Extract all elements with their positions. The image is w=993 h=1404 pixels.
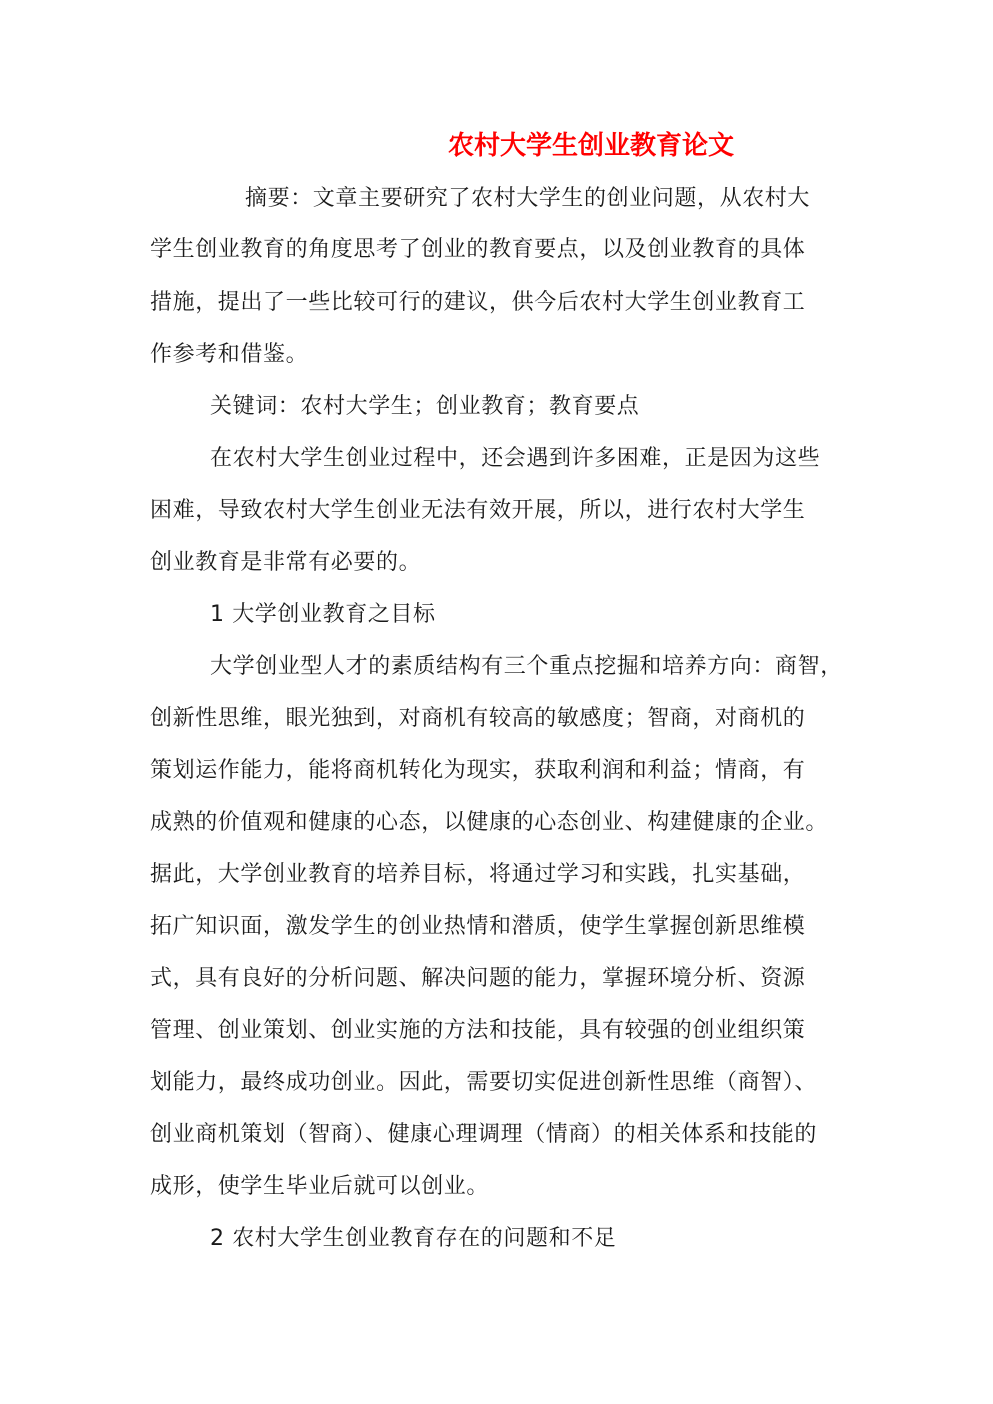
intro-line-2: 困难，导致农村大学生创业无法有效开展，所以，进行农村大学生 xyxy=(150,498,806,523)
section-1-line-5: 据此，大学创业教育的培养目标，将通过学习和实践，扎实基础， xyxy=(150,862,806,887)
section-1-line-8: 管理、创业策划、创业实施的方法和技能，具有较强的创业组织策 xyxy=(150,1018,806,1043)
abstract-line-1: 摘要：文章主要研究了农村大学生的创业问题，从农村大 xyxy=(245,186,811,211)
section-1-line-2: 创新性思维，眼光独到，对商机有较高的敏感度；智商，对商机的 xyxy=(150,706,806,731)
section-1-line-7: 式，具有良好的分析问题、解决问题的能力，掌握环境分析、资源 xyxy=(150,966,806,991)
section-1-line-9: 划能力，最终成功创业。因此，需要切实促进创新性思维（商智）、 xyxy=(150,1070,818,1095)
intro-line-3: 创业教育是非常有必要的。 xyxy=(150,550,422,575)
keywords-line: 关键词：农村大学生；创业教育；教育要点 xyxy=(210,394,640,419)
section-2-heading: 2 农村大学生创业教育存在的问题和不足 xyxy=(210,1226,617,1251)
section-1-line-11: 成形，使学生毕业后就可以创业。 xyxy=(150,1174,490,1199)
document-title: 农村大学生创业教育论文 xyxy=(448,131,735,161)
section-1-line-3: 策划运作能力，能将商机转化为现实，获取利润和利益；情商，有 xyxy=(150,758,806,783)
section-1-line-4: 成熟的价值观和健康的心态，以健康的心态创业、构建健康的企业。 xyxy=(150,810,829,835)
abstract-line-4: 作参考和借鉴。 xyxy=(150,342,309,367)
section-1-line-1: 大学创业型人才的素质结构有三个重点挖掘和培养方向：商智， xyxy=(210,654,843,679)
intro-line-1: 在农村大学生创业过程中，还会遇到许多困难，正是因为这些 xyxy=(210,446,821,471)
abstract-line-3: 措施，提出了一些比较可行的建议，供今后农村大学生创业教育工 xyxy=(150,290,806,315)
section-1-line-6: 拓广知识面，激发学生的创业热情和潜质，使学生掌握创新思维模 xyxy=(150,914,806,939)
section-1-line-10: 创业商机策划（智商）、健康心理调理（情商）的相关体系和技能的 xyxy=(150,1122,818,1147)
abstract-line-2: 学生创业教育的角度思考了创业的教育要点，以及创业教育的具体 xyxy=(150,237,806,262)
section-1-heading: 1 大学创业教育之目标 xyxy=(210,602,436,627)
